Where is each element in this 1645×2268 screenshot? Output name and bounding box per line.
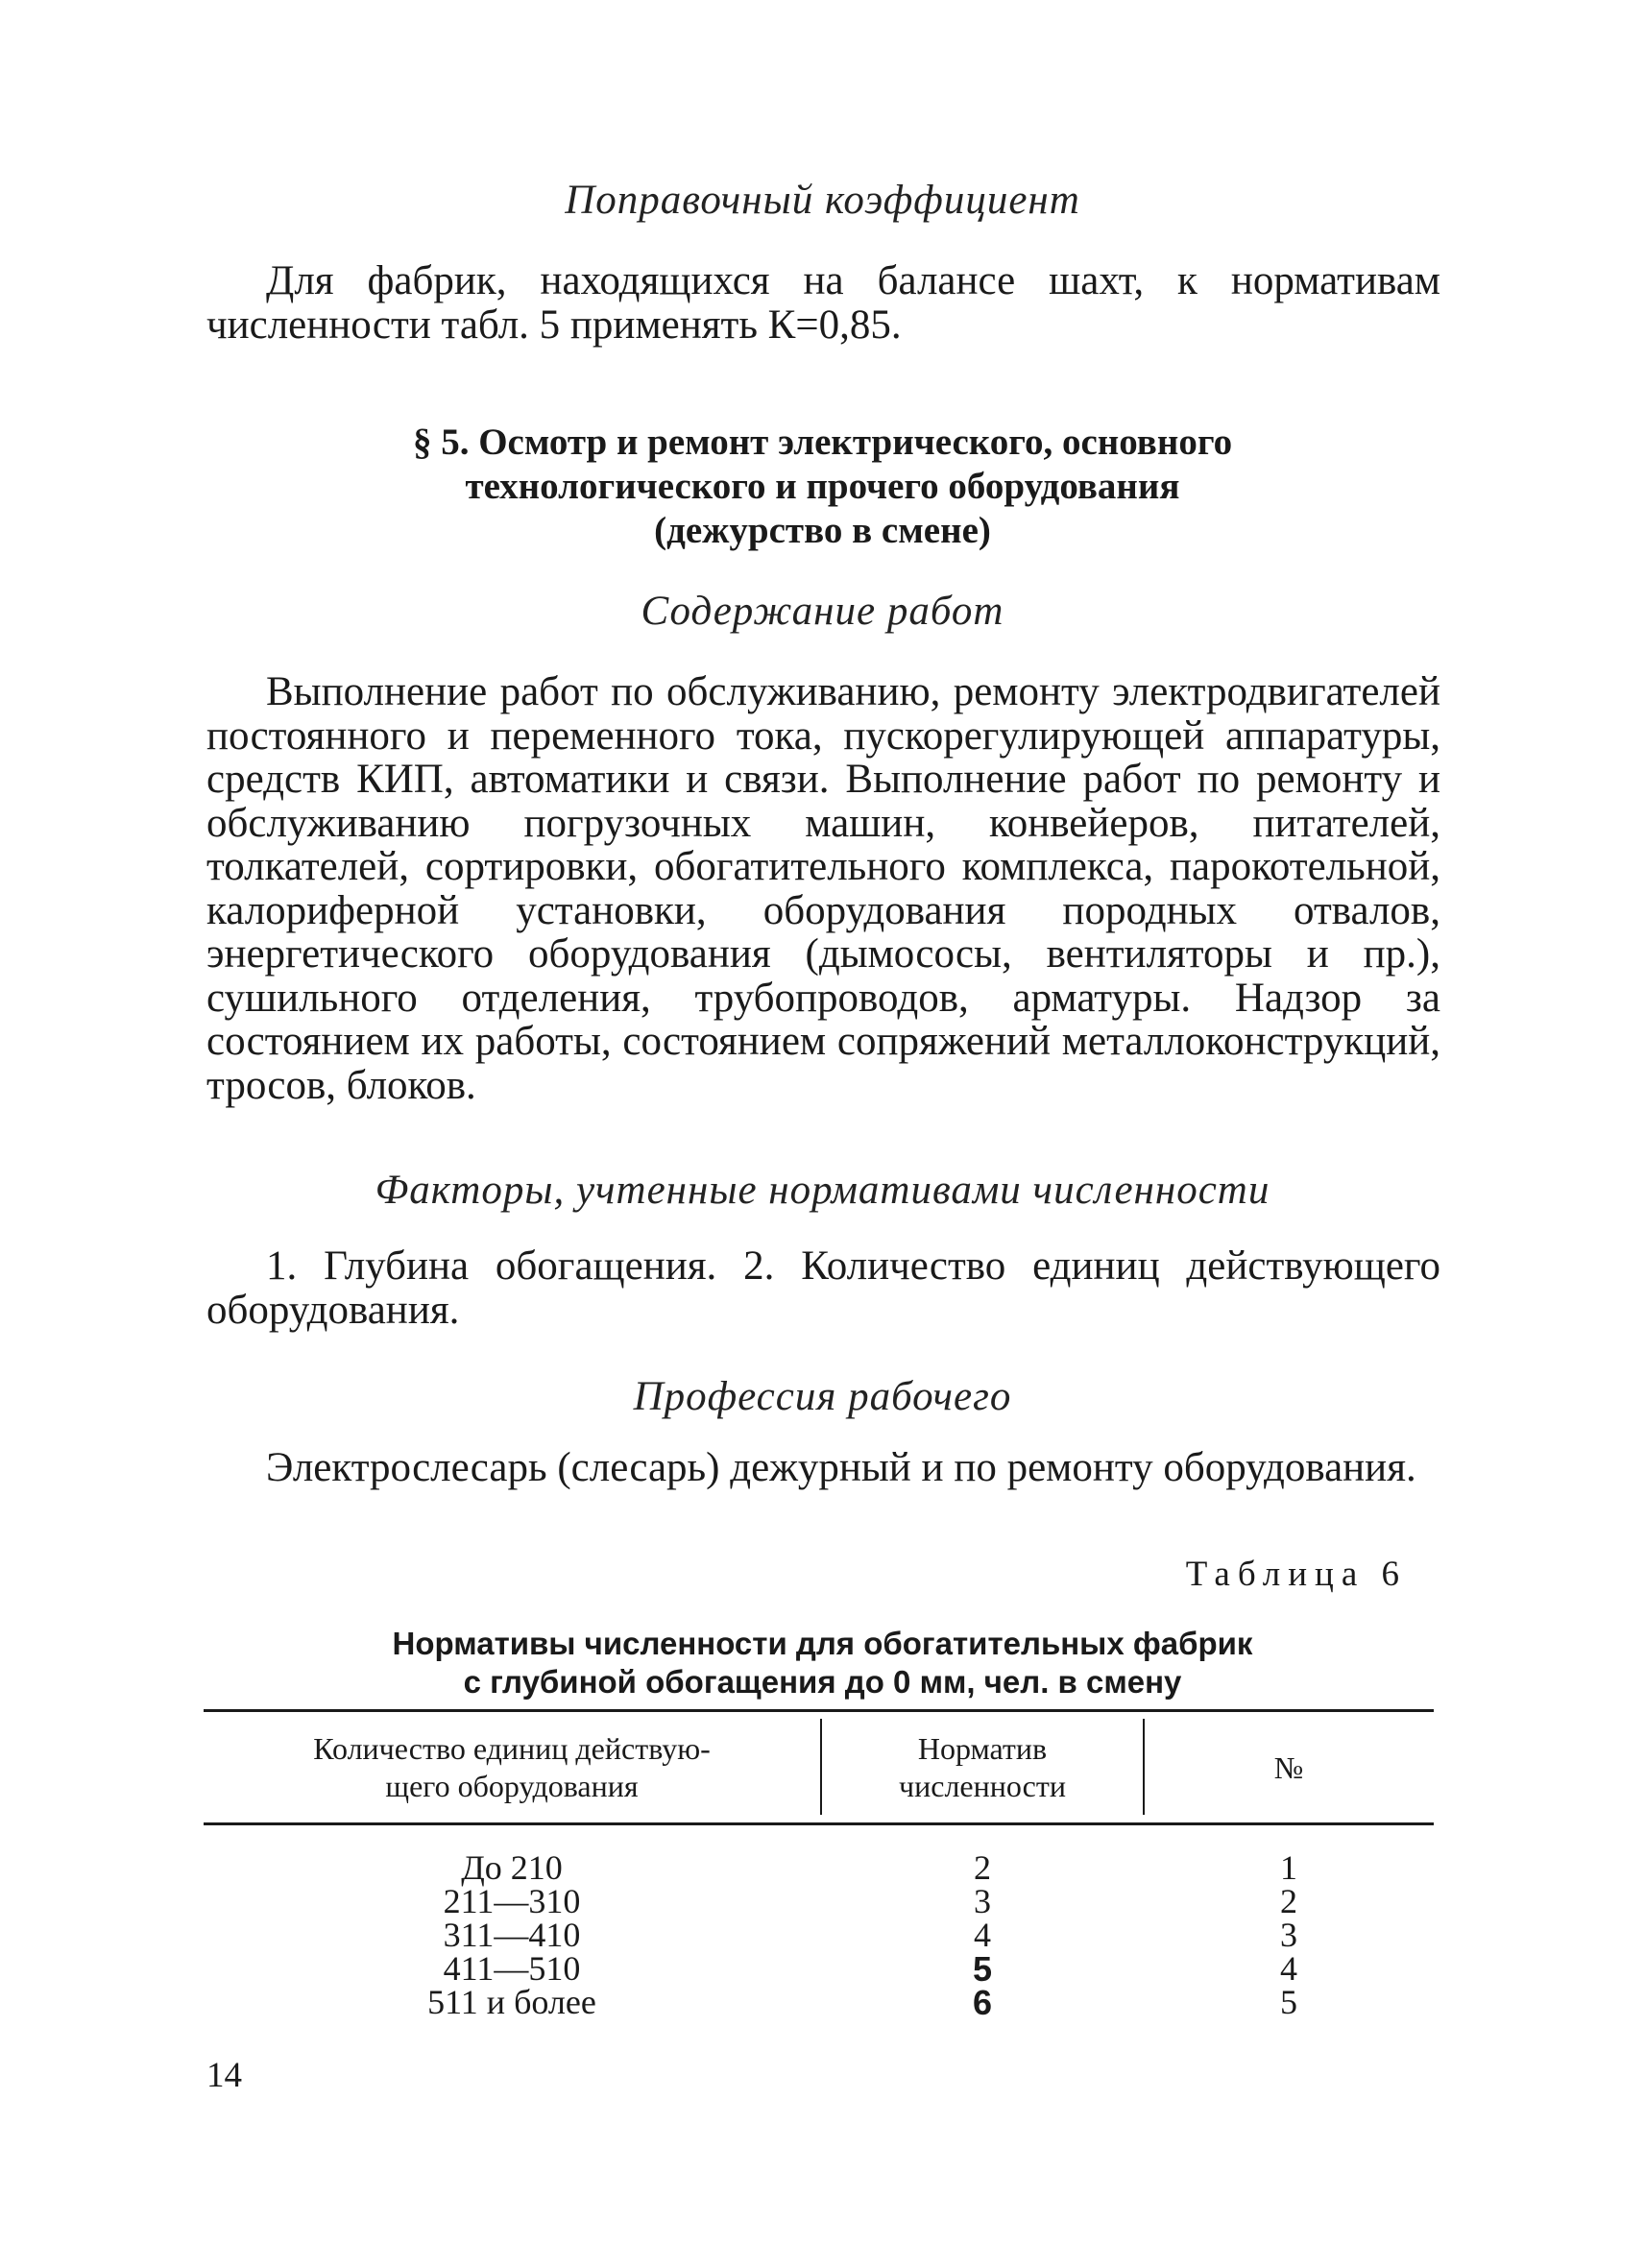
- table-cell: 2: [1280, 1882, 1297, 1920]
- column-number: [1145, 1848, 1433, 2021]
- table-title: [0, 1625, 1645, 1701]
- table-cell: 6: [972, 1983, 993, 2022]
- table-top-rule: [204, 1709, 1434, 1712]
- content-heading: Содержание работ: [641, 589, 1004, 634]
- table-cell: 4: [974, 1916, 991, 1954]
- section-title-line: технологического и прочего оборудования: [465, 466, 1180, 507]
- section-title-line: § 5. Осмотр и ремонт электрического, основного: [412, 422, 1233, 463]
- header-quantity: Количество единиц действую- щего оборудования: [313, 1731, 711, 1803]
- table-title-line: Нормативы численности для обогатительных фабрик: [392, 1626, 1253, 1661]
- table-cell: 5: [1280, 1983, 1297, 2021]
- table-cell: 2: [974, 1848, 991, 1887]
- header-norm: Норматив численности: [899, 1731, 1066, 1803]
- section-title-line: (дежурство в смене): [654, 510, 991, 551]
- table-cell: 3: [974, 1882, 991, 1920]
- correction-paragraph: Для фабрик, находящихся на балансе шахт, к нормативам численности табл. 5 применять К=0,85.: [206, 258, 1440, 348]
- table-cell: 4: [1280, 1949, 1297, 1988]
- table-title-line: с глубиной обогащения до 0 мм, чел. в смену: [463, 1664, 1182, 1700]
- table-label: Таблица 6: [1185, 1555, 1407, 1594]
- column-norm: [822, 1848, 1143, 2022]
- header-number: №: [1273, 1750, 1304, 1785]
- page-number: 14: [206, 2056, 242, 2095]
- table-cell: 211—310: [443, 1882, 581, 1920]
- table-cell: 5: [972, 1949, 993, 1989]
- table-cell: 511 и более: [427, 1983, 596, 2021]
- profession-paragraph: Электрослесарь (слесарь) дежурный и по ремонту оборудования.: [266, 1445, 1416, 1490]
- table-cell: 411—510: [443, 1949, 581, 1988]
- table-cell: 3: [1280, 1916, 1297, 1954]
- factors-paragraph: 1. Глубина обогащения. 2. Количество единиц действующего оборудования.: [206, 1243, 1440, 1333]
- correction-heading: Поправочный коэффициент: [565, 178, 1080, 223]
- table-cell: 311—410: [443, 1916, 581, 1954]
- column-quantity: [204, 1848, 820, 2021]
- content-paragraph: Выполнение работ по обслуживанию, ремонту электродвигателей постоянного и переменного тока, пускорегулирующей аппаратуры, средств КИП, автоматики и связи. Выполнение работ по ремонту и обслуживанию погрузочных машин, конвейеров, питателей, толкателей, сортировки, обогатительного комплекса, парокотельной, калориферной установки, оборудования породных отвалов, энергетического оборудования (дымососы, вентиляторы и пр.), сушильного отделения, трубопроводов, арматуры. Надзор за состоянием их работы, состоянием сопряжений металлоконструкций, тросов, блоков.: [206, 669, 1440, 1108]
- table-cell: До 210: [461, 1848, 563, 1887]
- table-cell: 1: [1280, 1848, 1297, 1887]
- factors-heading: Факторы, учтенные нормативами численности: [375, 1168, 1270, 1213]
- profession-heading: Профессия рабочего: [633, 1374, 1012, 1419]
- table-header-rule: [204, 1822, 1434, 1825]
- section-title: [0, 421, 1645, 553]
